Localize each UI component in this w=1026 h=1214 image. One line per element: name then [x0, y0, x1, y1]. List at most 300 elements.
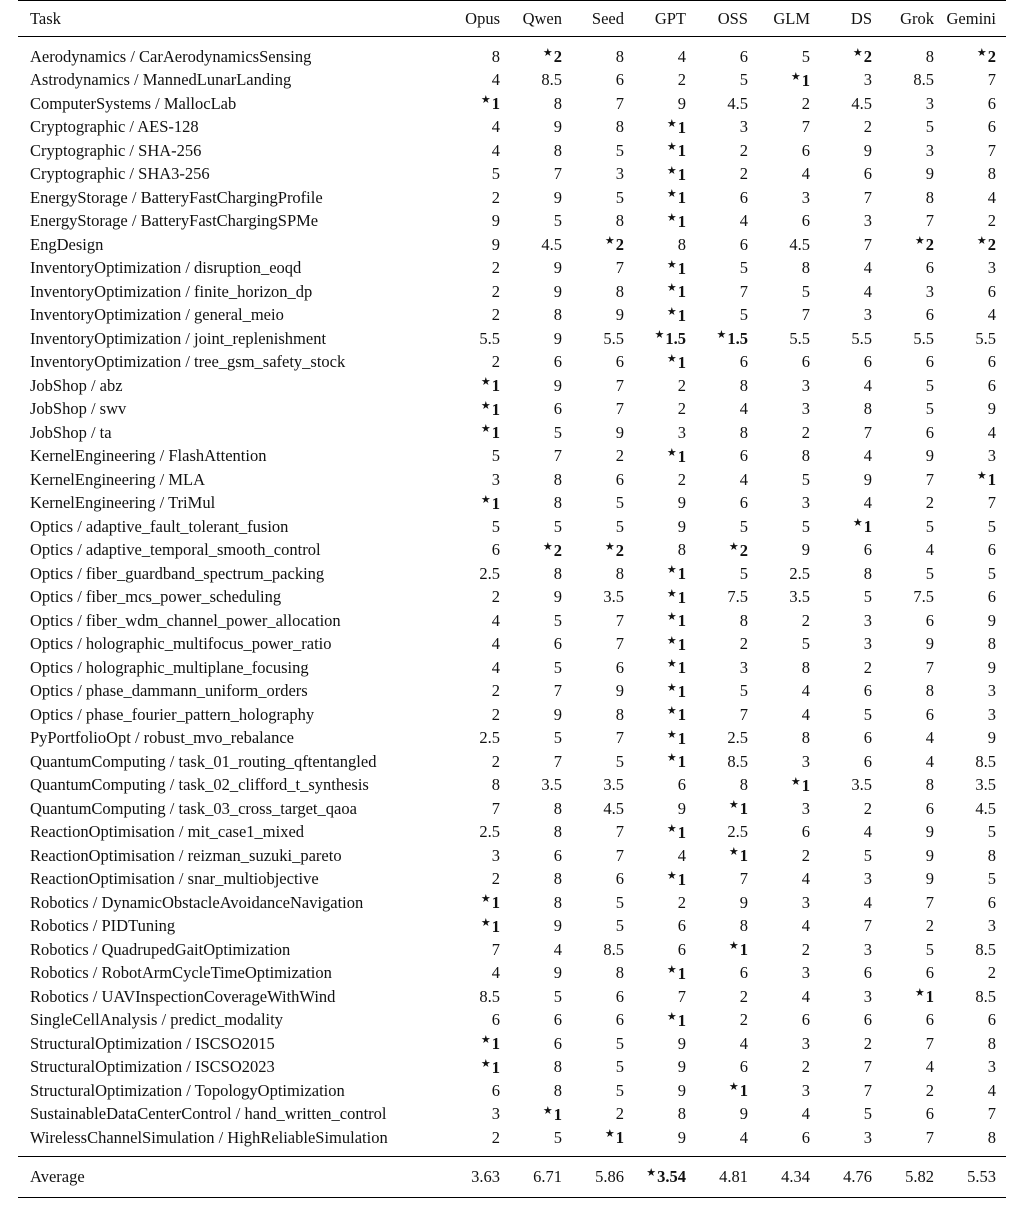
rank-value: 7	[553, 164, 562, 184]
rank-value: 3	[925, 140, 934, 160]
best-star-icon: ★	[666, 305, 677, 318]
rank-cell	[944, 656, 1006, 680]
rank-cell	[882, 985, 944, 1009]
rank-value: 7	[801, 305, 810, 325]
rank-value: 5	[739, 258, 748, 278]
rank-value: 7	[925, 469, 934, 489]
rank-cell	[882, 915, 944, 939]
rank-value: 2	[491, 704, 500, 724]
table-row	[18, 821, 1006, 845]
rank-cell	[696, 421, 758, 445]
table-row	[18, 938, 1006, 962]
rank-value: 5	[863, 845, 872, 865]
rank-cell	[820, 750, 882, 774]
rank-value: 8.5	[975, 939, 996, 959]
rank-value: 4	[801, 916, 810, 936]
rank-cell	[758, 774, 820, 798]
rank-cell	[572, 37, 634, 69]
rank-value: 5	[615, 516, 624, 536]
rank-cell	[572, 139, 634, 163]
rank-cell	[634, 562, 696, 586]
rank-value: 8	[553, 869, 562, 889]
rank-value: 4	[491, 610, 500, 630]
rank-cell	[510, 750, 572, 774]
rank-cell	[944, 680, 1006, 704]
rank-cell	[510, 1126, 572, 1156]
rank-cell	[448, 1126, 510, 1156]
rank-cell	[634, 92, 696, 116]
rank-cell	[696, 1009, 758, 1033]
rank-value: 2	[491, 1127, 500, 1147]
best-star-icon: ★	[480, 893, 491, 906]
rank-value: 3	[801, 892, 810, 912]
rank-value: 5	[925, 939, 934, 959]
best-star-icon: ★	[480, 916, 491, 929]
rank-value: 8	[677, 540, 686, 560]
rank-value: 3	[801, 1080, 810, 1100]
task-name: Optics / fiber_mcs_power_scheduling	[30, 587, 282, 607]
rank-cell	[696, 797, 758, 821]
rank-cell	[510, 797, 572, 821]
rank-cell	[820, 539, 882, 563]
rank-value: 8	[615, 46, 624, 66]
rank-value: 8	[615, 963, 624, 983]
rank-value: 3.5	[789, 587, 810, 607]
rank-cell	[510, 562, 572, 586]
rank-value: 1	[677, 752, 686, 772]
rank-cell	[448, 280, 510, 304]
rank-value: 4	[491, 70, 500, 90]
rank-cell	[696, 868, 758, 892]
task-name: Astrodynamics / MannedLunarLanding	[30, 70, 292, 90]
rank-cell	[572, 703, 634, 727]
rank-cell	[820, 821, 882, 845]
rank-value: 7	[553, 446, 562, 466]
rank-value: 5	[553, 422, 562, 442]
rank-cell	[510, 492, 572, 516]
rank-cell	[696, 37, 758, 69]
rank-cell	[696, 1156, 758, 1197]
rank-cell	[572, 1056, 634, 1080]
rank-value: 8	[553, 305, 562, 325]
rank-value: 8	[987, 164, 996, 184]
rank-value: 5	[987, 869, 996, 889]
rank-value: 8.5	[727, 751, 748, 771]
rank-cell	[944, 915, 1006, 939]
rank-value: 8	[987, 1033, 996, 1053]
rank-value: 1	[677, 282, 686, 302]
rank-value: 6	[739, 352, 748, 372]
rank-value: 2	[491, 281, 500, 301]
rank-value: 3.5	[603, 587, 624, 607]
rank-value: 5	[553, 986, 562, 1006]
rank-value: 7.5	[913, 587, 934, 607]
rank-value: 1	[677, 611, 686, 631]
rank-cell	[448, 539, 510, 563]
rank-cell	[448, 750, 510, 774]
rank-cell	[510, 1079, 572, 1103]
rank-value: 8.5	[479, 986, 500, 1006]
rank-value: 4	[925, 540, 934, 560]
rank-cell	[634, 421, 696, 445]
rank-cell	[882, 69, 944, 93]
rank-cell	[572, 586, 634, 610]
rank-value: 5	[615, 1057, 624, 1077]
rank-cell	[634, 891, 696, 915]
rank-cell	[882, 750, 944, 774]
rank-cell	[944, 69, 1006, 93]
rank-value: 8	[553, 93, 562, 113]
rank-cell	[510, 891, 572, 915]
table-row	[18, 116, 1006, 140]
best-star-icon: ★	[666, 658, 677, 671]
rank-cell	[820, 1103, 882, 1127]
rank-value: 1	[739, 846, 748, 866]
rank-value: 5	[863, 587, 872, 607]
rank-value: 7	[739, 281, 748, 301]
rank-value: 4	[863, 281, 872, 301]
rank-cell	[510, 186, 572, 210]
rank-value: 8	[553, 1080, 562, 1100]
rank-cell	[944, 1009, 1006, 1033]
rank-cell	[634, 139, 696, 163]
rank-value: 1	[739, 1081, 748, 1101]
rank-cell	[758, 938, 820, 962]
rank-value: 7	[987, 493, 996, 513]
rank-value: 6	[987, 281, 996, 301]
rank-cell	[448, 774, 510, 798]
rank-cell	[882, 1009, 944, 1033]
task-name: PyPortfolioOpt / robust_mvo_rebalance	[30, 728, 294, 748]
rank-cell	[758, 327, 820, 351]
rank-value: 1	[677, 587, 686, 607]
rank-cell	[510, 69, 572, 93]
rank-value: 2	[491, 258, 500, 278]
rank-value: 4	[987, 1080, 996, 1100]
task-name: Optics / holographic_multiplane_focusing	[30, 657, 309, 677]
rank-value: 5	[987, 516, 996, 536]
rank-value: 5	[739, 305, 748, 325]
rank-value: 1	[925, 987, 934, 1007]
task-name: InventoryOptimization / disruption_eoqd	[30, 258, 302, 278]
rank-value: 4	[863, 258, 872, 278]
rank-cell	[448, 891, 510, 915]
rank-cell	[448, 844, 510, 868]
rank-value: 6	[987, 352, 996, 372]
rank-value: 1	[677, 564, 686, 584]
rank-value: 9	[863, 469, 872, 489]
rank-cell	[820, 868, 882, 892]
rank-value: 5.82	[905, 1166, 934, 1186]
rank-cell	[572, 210, 634, 234]
rank-cell	[634, 938, 696, 962]
rank-cell	[510, 656, 572, 680]
table-row	[18, 515, 1006, 539]
rank-cell	[758, 821, 820, 845]
table-row	[18, 257, 1006, 281]
best-star-icon: ★	[976, 470, 987, 483]
table-row	[18, 351, 1006, 375]
rank-value: 2	[677, 469, 686, 489]
header-model: Opus	[465, 8, 500, 28]
rank-cell	[510, 868, 572, 892]
rank-cell	[820, 445, 882, 469]
rank-cell	[510, 468, 572, 492]
rank-value: 6	[987, 117, 996, 137]
rank-value: 8	[491, 775, 500, 795]
rank-value: 9	[553, 375, 562, 395]
rank-cell	[634, 821, 696, 845]
rank-cell	[634, 468, 696, 492]
rank-value: 9	[677, 93, 686, 113]
rank-value: 3.5	[603, 775, 624, 795]
rank-cell	[882, 703, 944, 727]
rank-value: 3	[491, 1104, 500, 1124]
rank-value: 7	[739, 704, 748, 724]
rank-value: 4	[801, 1104, 810, 1124]
rank-cell	[944, 774, 1006, 798]
best-star-icon: ★	[646, 1167, 657, 1179]
rank-cell	[696, 656, 758, 680]
rank-value: 4	[739, 211, 748, 231]
task-name: Robotics / PIDTuning	[30, 916, 176, 936]
rank-value: 3	[491, 469, 500, 489]
rank-cell	[758, 586, 820, 610]
rank-cell	[820, 1056, 882, 1080]
rank-cell	[696, 915, 758, 939]
rank-value: 3.5	[541, 775, 562, 795]
rank-cell	[696, 468, 758, 492]
table-row	[18, 985, 1006, 1009]
rank-value: 2	[739, 540, 748, 560]
rank-cell	[448, 37, 510, 69]
rank-value: 2	[491, 187, 500, 207]
best-star-icon: ★	[666, 963, 677, 976]
rank-value: 7	[863, 916, 872, 936]
table-row	[18, 680, 1006, 704]
rank-value: 3	[677, 422, 686, 442]
rank-value: 2	[553, 540, 562, 560]
rank-value: 5	[491, 446, 500, 466]
task-name: JobShop / abz	[30, 375, 123, 395]
rank-value: 6	[491, 1010, 500, 1030]
rank-value: 6	[677, 775, 686, 795]
rank-value: 3	[801, 399, 810, 419]
rank-cell	[944, 562, 1006, 586]
rank-cell	[944, 633, 1006, 657]
rank-cell	[820, 586, 882, 610]
rank-cell	[696, 1126, 758, 1156]
rank-cell	[944, 492, 1006, 516]
task-name: KernelEngineering / FlashAttention	[30, 446, 267, 466]
rank-value: 1	[801, 70, 810, 90]
rank-cell	[448, 421, 510, 445]
rank-value: 5	[863, 1104, 872, 1124]
rank-value: 5	[801, 469, 810, 489]
rank-cell	[448, 327, 510, 351]
table-row	[18, 139, 1006, 163]
rank-value: 7	[615, 728, 624, 748]
rank-cell	[572, 69, 634, 93]
rank-cell	[696, 515, 758, 539]
best-star-icon: ★	[976, 47, 987, 60]
rank-cell	[820, 727, 882, 751]
rank-cell	[448, 703, 510, 727]
rank-cell	[820, 656, 882, 680]
rank-value: 9	[677, 516, 686, 536]
rank-cell	[882, 421, 944, 445]
rank-value: 5	[615, 916, 624, 936]
table-row	[18, 374, 1006, 398]
rank-cell	[510, 398, 572, 422]
rank-cell	[820, 280, 882, 304]
table-row	[18, 233, 1006, 257]
rank-cell	[882, 821, 944, 845]
rank-cell	[634, 1126, 696, 1156]
rank-value: 6	[615, 869, 624, 889]
rank-value: 8	[987, 634, 996, 654]
rank-cell	[758, 962, 820, 986]
best-star-icon: ★	[666, 188, 677, 201]
rank-cell	[758, 703, 820, 727]
rank-value: 1	[491, 399, 500, 419]
task-name: Cryptographic / SHA-256	[30, 140, 202, 160]
rank-value: 9	[677, 1033, 686, 1053]
rank-cell	[696, 586, 758, 610]
rank-cell	[820, 139, 882, 163]
rank-cell	[882, 1032, 944, 1056]
rank-value: 6	[677, 916, 686, 936]
best-star-icon: ★	[852, 47, 863, 60]
rank-cell	[820, 562, 882, 586]
rank-value: 5	[553, 211, 562, 231]
rank-value: 6	[615, 657, 624, 677]
rank-cell	[882, 1056, 944, 1080]
rank-cell	[696, 774, 758, 798]
rank-cell	[882, 37, 944, 69]
rank-value: 4	[863, 493, 872, 513]
best-star-icon: ★	[542, 540, 553, 553]
rank-cell	[758, 680, 820, 704]
rank-cell	[448, 821, 510, 845]
best-star-icon: ★	[976, 235, 987, 248]
rank-value: 8	[987, 845, 996, 865]
rank-cell	[696, 1056, 758, 1080]
rank-cell	[448, 727, 510, 751]
rank-cell	[510, 703, 572, 727]
rank-value: 4.81	[719, 1166, 748, 1186]
rank-value: 2	[987, 963, 996, 983]
rank-cell	[882, 1156, 944, 1197]
rank-value: 7	[863, 1057, 872, 1077]
rank-value: 1	[677, 352, 686, 372]
rank-value: 3	[987, 704, 996, 724]
rank-value: 6	[677, 939, 686, 959]
ranking-table	[18, 0, 1006, 1198]
rank-cell	[510, 680, 572, 704]
rank-value: 6	[801, 211, 810, 231]
rank-cell	[572, 304, 634, 328]
rank-cell	[944, 586, 1006, 610]
rank-value: 8	[553, 563, 562, 583]
rank-value: 9	[739, 1104, 748, 1124]
rank-cell	[882, 938, 944, 962]
rank-value: 2	[925, 493, 934, 513]
task-name: Optics / fiber_guardband_spectrum_packing	[30, 563, 325, 583]
rank-cell	[758, 891, 820, 915]
rank-cell	[572, 891, 634, 915]
header-model: Qwen	[522, 8, 562, 28]
rank-value: 7	[925, 657, 934, 677]
rank-cell	[758, 868, 820, 892]
rank-cell	[448, 1103, 510, 1127]
rank-cell	[758, 37, 820, 69]
rank-value: 4	[801, 164, 810, 184]
rank-value: 6	[863, 164, 872, 184]
rank-cell	[696, 680, 758, 704]
best-star-icon: ★	[666, 822, 677, 835]
rank-value: 2	[987, 47, 996, 67]
rank-cell	[696, 92, 758, 116]
rank-cell	[634, 586, 696, 610]
rank-value: 7	[491, 939, 500, 959]
rank-cell	[758, 233, 820, 257]
rank-value: 8	[677, 1104, 686, 1124]
rank-cell	[820, 1156, 882, 1197]
rank-cell	[696, 1103, 758, 1127]
best-star-icon: ★	[480, 376, 491, 389]
rank-value: 4	[801, 681, 810, 701]
rank-cell	[820, 233, 882, 257]
best-star-icon: ★	[666, 282, 677, 295]
rank-cell	[944, 985, 1006, 1009]
rank-value: 8.5	[975, 751, 996, 771]
rank-value: 8.5	[913, 70, 934, 90]
rank-cell	[634, 1103, 696, 1127]
rank-value: 1	[491, 493, 500, 513]
rank-cell	[944, 750, 1006, 774]
rank-value: 6	[801, 822, 810, 842]
rank-value: 9	[925, 869, 934, 889]
rank-value: 4	[987, 305, 996, 325]
task-name: Cryptographic / AES-128	[30, 117, 199, 137]
rank-cell	[572, 163, 634, 187]
task-name: InventoryOptimization / general_meio	[30, 305, 284, 325]
rank-cell	[882, 163, 944, 187]
rank-value: 1	[677, 188, 686, 208]
rank-cell	[634, 727, 696, 751]
task-name: EnergyStorage / BatteryFastChargingSPMe	[30, 211, 319, 231]
rank-cell	[820, 1009, 882, 1033]
rank-cell	[758, 139, 820, 163]
rank-value: 6	[987, 892, 996, 912]
best-star-icon: ★	[728, 1081, 739, 1094]
best-star-icon: ★	[666, 869, 677, 882]
rank-cell	[572, 492, 634, 516]
rank-value: 5	[553, 1127, 562, 1147]
rank-cell	[634, 280, 696, 304]
rank-cell	[572, 186, 634, 210]
rank-cell	[448, 1032, 510, 1056]
rank-value: 5	[925, 399, 934, 419]
rank-cell	[510, 351, 572, 375]
rank-value: 6	[925, 305, 934, 325]
table-row	[18, 445, 1006, 469]
rank-value: 8	[553, 1057, 562, 1077]
rank-value: 4	[491, 634, 500, 654]
table-row	[18, 1126, 1006, 1156]
rank-value: 7	[863, 187, 872, 207]
